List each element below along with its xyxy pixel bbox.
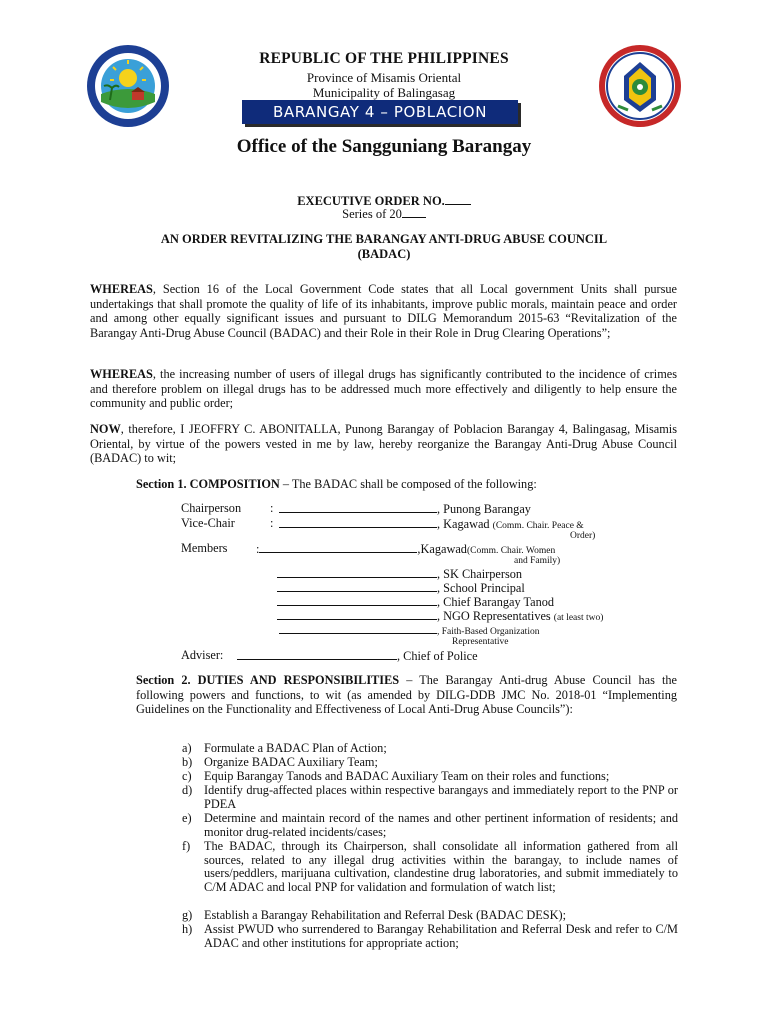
vice-chair-blank — [279, 516, 437, 528]
duty-marker: b) — [182, 755, 193, 769]
duty-item — [182, 812, 678, 839]
members-colon: : — [256, 542, 260, 556]
member-blank — [277, 566, 437, 578]
duty-text: Determine and maintain record of the names and other pertinent information of residents; and monitor drug-related incidents/cases; — [204, 811, 678, 839]
order-subject — [0, 232, 768, 262]
now-lead: NOW — [90, 422, 121, 436]
member-role: , School Principal — [437, 581, 525, 595]
duty-text: Organize BADAC Auxiliary Team; — [204, 755, 378, 769]
duty-item — [182, 742, 678, 756]
member-sk — [277, 566, 522, 581]
member-faith-note: Representative — [452, 637, 509, 647]
chairperson-blank — [279, 501, 437, 513]
whereas-paragraph-2 — [90, 367, 677, 411]
member-blank — [279, 622, 437, 634]
member-role: , Faith-Based Organization — [437, 627, 540, 637]
member-tanod — [277, 594, 554, 609]
section2-title: Section 2. DUTIES AND RESPONSIBILITIES — [136, 673, 400, 687]
whereas-text: , the increasing number of users of illegal drugs has significantly contributed to the incidence of crimes and therefore problem on illegal drugs has to be addressed much more effectively and diligently to help ensure the community and public order; — [90, 367, 677, 411]
section1-intro: – The BADAC shall be composed of the following: — [279, 477, 537, 491]
member-blank — [277, 594, 437, 606]
section2-intro: – The Barangay Anti-drug Abuse Council has the following powers and functions, to wit (as amended by DILG-DDB JMC No. 2018-01 “Implementing Guidelines on the Functionality and Effectiveness of Local Anti-Drug Abuse Councils”): — [136, 673, 678, 717]
duty-marker: c) — [182, 769, 192, 783]
duty-item — [182, 840, 678, 908]
member-principal — [277, 580, 525, 595]
duty-text: Establish a Barangay Rehabilitation and Referral Desk (BADAC DESK); — [204, 908, 566, 922]
adviser-blank — [237, 648, 397, 660]
duty-marker: e) — [182, 811, 192, 825]
duty-item — [182, 784, 678, 811]
member-blank — [277, 608, 437, 620]
municipality-line: Municipality of Balingasag — [312, 85, 456, 100]
duty-marker: h) — [182, 922, 193, 936]
duty-marker: f) — [182, 839, 191, 853]
members-role: ,Kagawad — [417, 542, 467, 556]
duty-marker: g) — [182, 908, 193, 922]
whereas-text: , Section 16 of the Local Government Code states that all Local government Units shall pursue undertakings that shall promote the quality of life of its inhabitants, improve public morals, maintain peace and order and among other equally significant issues and pursuant to DILG Memorandum 2015-63 “Revitalization of the Barangay Anti-Drug Abuse Council (BADAC) and their Role in their Role in Drug Clearing Operations”; — [90, 282, 677, 340]
members-entry — [256, 541, 555, 558]
adviser-role: , Chief of Police — [397, 649, 478, 663]
member-note: (at least two) — [553, 613, 604, 623]
republic-heading: REPUBLIC OF THE PHILIPPINES — [259, 50, 509, 67]
whereas-paragraph-1 — [90, 282, 677, 340]
duty-item — [182, 770, 678, 784]
order-subject-line1: AN ORDER REVITALIZING THE BARANGAY ANTI-DRUG ABUSE COUNCIL — [160, 232, 608, 246]
duty-item — [182, 923, 678, 950]
now-text: , therefore, I JEOFFRY C. ABONITALLA, Punong Barangay of Poblacion Barangay 4, Balingasag, Misamis Oriental, by virtue of the powers vested in me by law, hereby reorganize the Barangay Anti-Drug Abuse Council (BADAC) to wit; — [90, 422, 677, 466]
members-label: Members — [181, 541, 228, 555]
order-subject-line2: (BADAC) — [357, 247, 411, 261]
duty-text: Assist PWUD who surrendered to Barangay Rehabilitation and Referral Desk and refer to C/M ADAC and other institutions for appropriate action; — [204, 922, 678, 950]
duty-item — [182, 909, 678, 923]
duty-item — [182, 756, 678, 770]
chairperson-entry — [279, 501, 531, 516]
adviser-label: Adviser: — [181, 648, 224, 662]
province-line: Province of Misamis Oriental — [306, 70, 462, 85]
member-blank — [277, 580, 437, 592]
chairperson-role: , Punong Barangay — [437, 502, 531, 516]
vice-chair-note-2: Order) — [570, 531, 596, 541]
now-paragraph — [90, 422, 677, 466]
vice-chair-entry — [279, 516, 584, 533]
adviser-entry — [237, 648, 478, 663]
member-role: , SK Chairperson — [437, 567, 523, 581]
vice-chair-note: (Comm. Chair. Peace & — [492, 521, 584, 531]
section1-heading — [136, 477, 677, 492]
chairperson-label: Chairperson — [181, 501, 242, 515]
whereas-lead: WHEREAS — [90, 282, 153, 296]
series-label: Series of 20 — [342, 207, 402, 221]
member-role: , Chief Barangay Tanod — [437, 595, 555, 609]
member-role: , NGO Representatives — [437, 609, 551, 623]
duty-marker: d) — [182, 783, 193, 797]
whereas-lead: WHEREAS — [90, 367, 153, 381]
vice-chair-colon: : — [270, 516, 274, 530]
duty-text: Equip Barangay Tanods and BADAC Auxiliary Team on their roles and functions; — [204, 769, 610, 783]
members-note: (Comm. Chair. Women — [466, 546, 556, 556]
office-title: Office of the Sangguniang Barangay — [236, 136, 532, 157]
vice-chair-role: , Kagawad — [437, 517, 490, 531]
duty-text: Formulate a BADAC Plan of Action; — [204, 741, 387, 755]
duty-marker: a) — [182, 741, 192, 755]
chairperson-colon: : — [270, 501, 274, 515]
vice-chair-label: Vice-Chair — [181, 516, 235, 530]
series-line — [0, 206, 768, 222]
barangay-banner: BARANGAY 4 – POBLACION — [242, 100, 518, 124]
section1-title: Section 1. COMPOSITION — [136, 477, 280, 491]
duty-text: The BADAC, through its Chairperson, shall consolidate all information gathered from all sources, related to any illegal drug activities within the barangay, to include names of users/peddlers, marijuana cultivation, clandestine drug laboratories, and submit immediately to C/M ADAC and local PNP for validation and formulation of watch list; — [204, 839, 678, 894]
duty-text: Identify drug-affected places within respective barangays and immediately report to the PNP or PDEA — [204, 783, 678, 811]
members-blank — [259, 541, 417, 553]
members-note-2: and Family) — [514, 556, 561, 566]
section2-paragraph — [136, 673, 677, 717]
executive-order-label: EXECUTIVE ORDER NO. — [297, 194, 445, 208]
